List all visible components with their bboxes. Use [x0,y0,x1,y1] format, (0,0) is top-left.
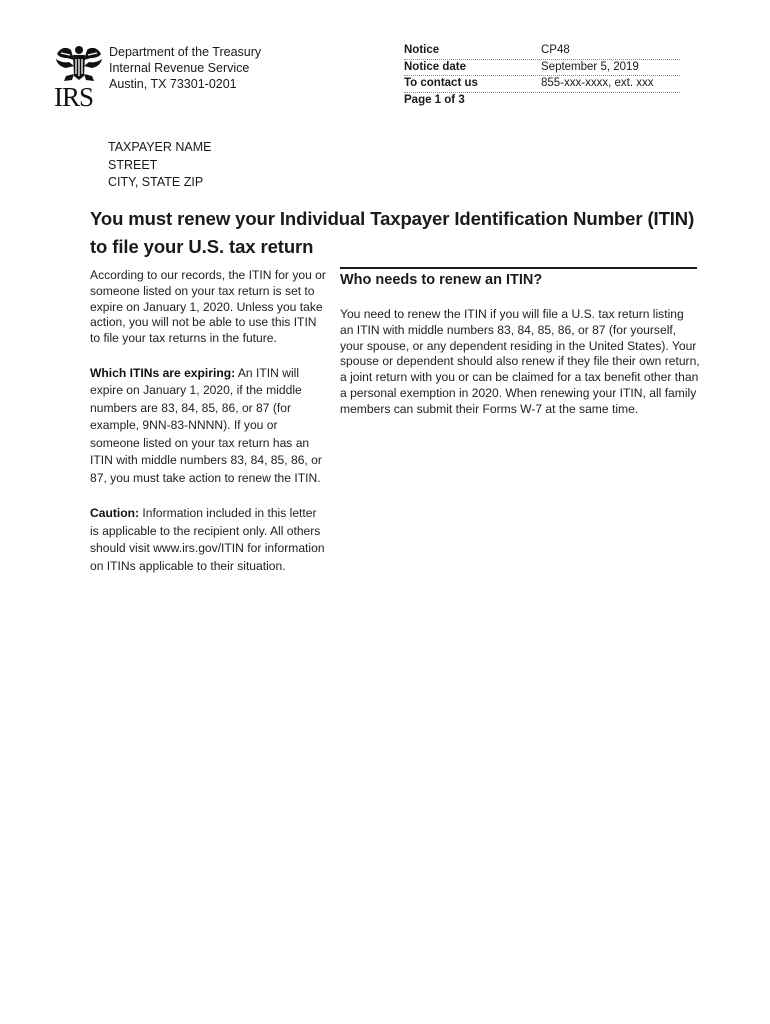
sender-address [109,44,261,92]
contact-value: 855-xxx-xxxx, ext. xxx [541,77,654,90]
recipient-name: TAXPAYER NAME [108,140,212,154]
which-itins-label: Which ITINs are expiring: [90,365,236,380]
page-indicator: Page 1 of 3 [404,93,465,106]
notice-info-table [404,43,680,108]
which-itins-paragraph [90,365,326,488]
caution-text: Information included in this letter is applicable to the recipient only. All others should visit www.irs.gov/ITIN for information on ITINs applicable to their situation. [90,506,325,573]
sender-line: Department of the Treasury [109,45,262,59]
notice-value: CP48 [541,44,570,56]
notice-date-row [404,60,680,77]
intro-paragraph: According to our records, the ITIN for you or someone listed on your tax return is set to expire on January 1, 2020. Unless you take action, you will not be able to use this ITIN to file your tax returns in the future. [90,268,326,346]
caution-paragraph [90,505,326,575]
contact-label: To contact us [404,77,478,90]
notice-date-value: September 5, 2019 [541,60,639,73]
notice-date-label: Notice date [404,60,466,73]
sender-line: Internal Revenue Service [109,61,250,75]
left-column [90,268,326,575]
notice-row [404,43,680,60]
section-heading: Who needs to renew an ITIN? [340,272,543,288]
irs-logo-text: IRS [54,82,94,112]
page-title: You must renew your Individual Taxpayer Identification Number (ITIN) to file your U.S. tax return [90,208,695,257]
page-value [541,93,680,109]
which-itins-text: An ITIN will expire on January 1, 2020, if the middle numbers are 83, 84, 85, 86, or 87 (for example, 9NN-83-NNNN). If you or someone listed on your tax return has an ITIN with middle numbers 83, 84, 85, 86, or 87, you must take action to renew the ITIN. [90,365,322,485]
renew-paragraph: You need to renew the ITIN if you will file a U.S. tax return listing an ITIN with middle numbers 83, 84, 85, 86, or 87 (for yourself, your spouse, or any dependent residing in the United States). Your spouse or dependent should also renew if they file their own return, a joint return with you or can be claimed for a tax benefit other than a personal exemption in 2020. When renewing your ITIN, all family members can submit their Forms W-7 at the same time. [340,307,700,416]
contact-row [404,76,680,93]
eagle-emblem-icon [54,44,104,84]
section-divider [340,267,697,269]
right-column [340,307,700,418]
page-row [404,93,680,109]
sender-line: Austin, TX 73301-0201 [109,77,237,91]
caution-label: Caution: [90,506,140,521]
recipient-city: CITY, STATE ZIP [108,175,204,189]
recipient-street: STREET [108,157,158,172]
recipient-address [108,139,212,192]
notice-label: Notice [404,44,440,56]
